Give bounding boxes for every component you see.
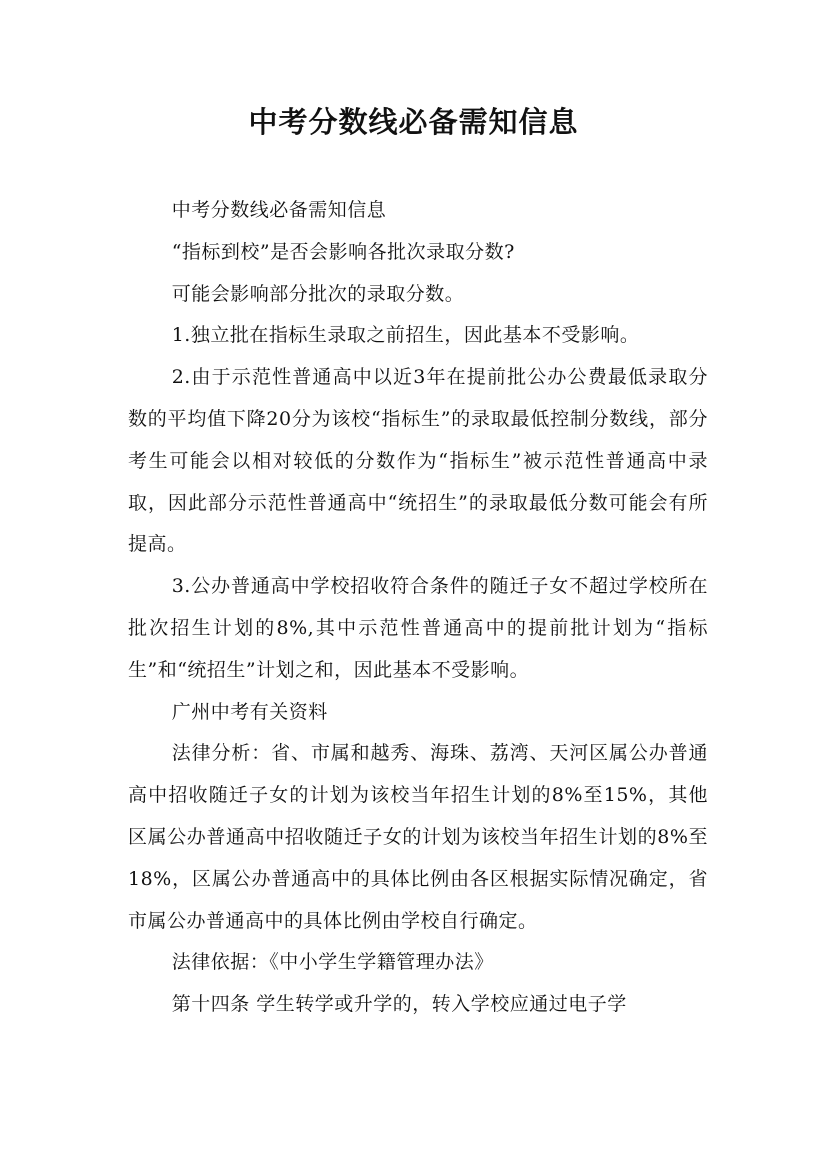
paragraph-point-1: 1.独立批在指标生录取之前招生，因此基本不受影响。: [171, 324, 640, 347]
paragraph-question: “指标到校”是否会影响各批次录取分数?: [171, 240, 515, 263]
paragraph-article-14: 第十四条 学生转学或升学的，转入学校应通过电子学: [171, 993, 627, 1016]
paragraph-point-3: 3.公办普通高中学校招收符合条件的随迁子女不超过学校所在批次招生计划的8%,其中示范性普通高中的提前批计划为“指标生”和“统招生”计划之和，因此基本不受影响。: [128, 575, 708, 681]
paragraph-point-2: 2.由于示范性普通高中以近3年在提前批公办公费最低录取分数的平均值下降20分为该校“指标生”的录取最低控制分数线，部分考生可能会以相对较低的分数作为“指标生”被示范性普通高中录取，因此部分示范性普通高中“统招生”的录取最低分数可能会有所提高。: [128, 366, 708, 556]
document-title: 中考分数线必备需知信息: [248, 105, 579, 139]
document-body: [128, 190, 708, 1026]
paragraph-legal-analysis: 法律分析：省、市属和越秀、海珠、荔湾、天河区属公办普通高中招收随迁子女的计划为该校当年招生计划的8%至15%，其他区属公办普通高中招收随迁子女的计划为该校当年招生计划的8%至18%，区属公办普通高中的具体比例由各区根据实际情况确定，省市属公办普通高中的具体比例由学校自行确定。: [128, 742, 708, 932]
paragraph-heading: 中考分数线必备需知信息: [171, 199, 387, 221]
paragraph-section-heading: 广州中考有关资料: [171, 700, 328, 723]
paragraph-legal-basis: 法律依据：《中小学生学籍管理办法》: [171, 951, 494, 974]
paragraph-answer: 可能会影响部分批次的录取分数。: [171, 282, 465, 305]
